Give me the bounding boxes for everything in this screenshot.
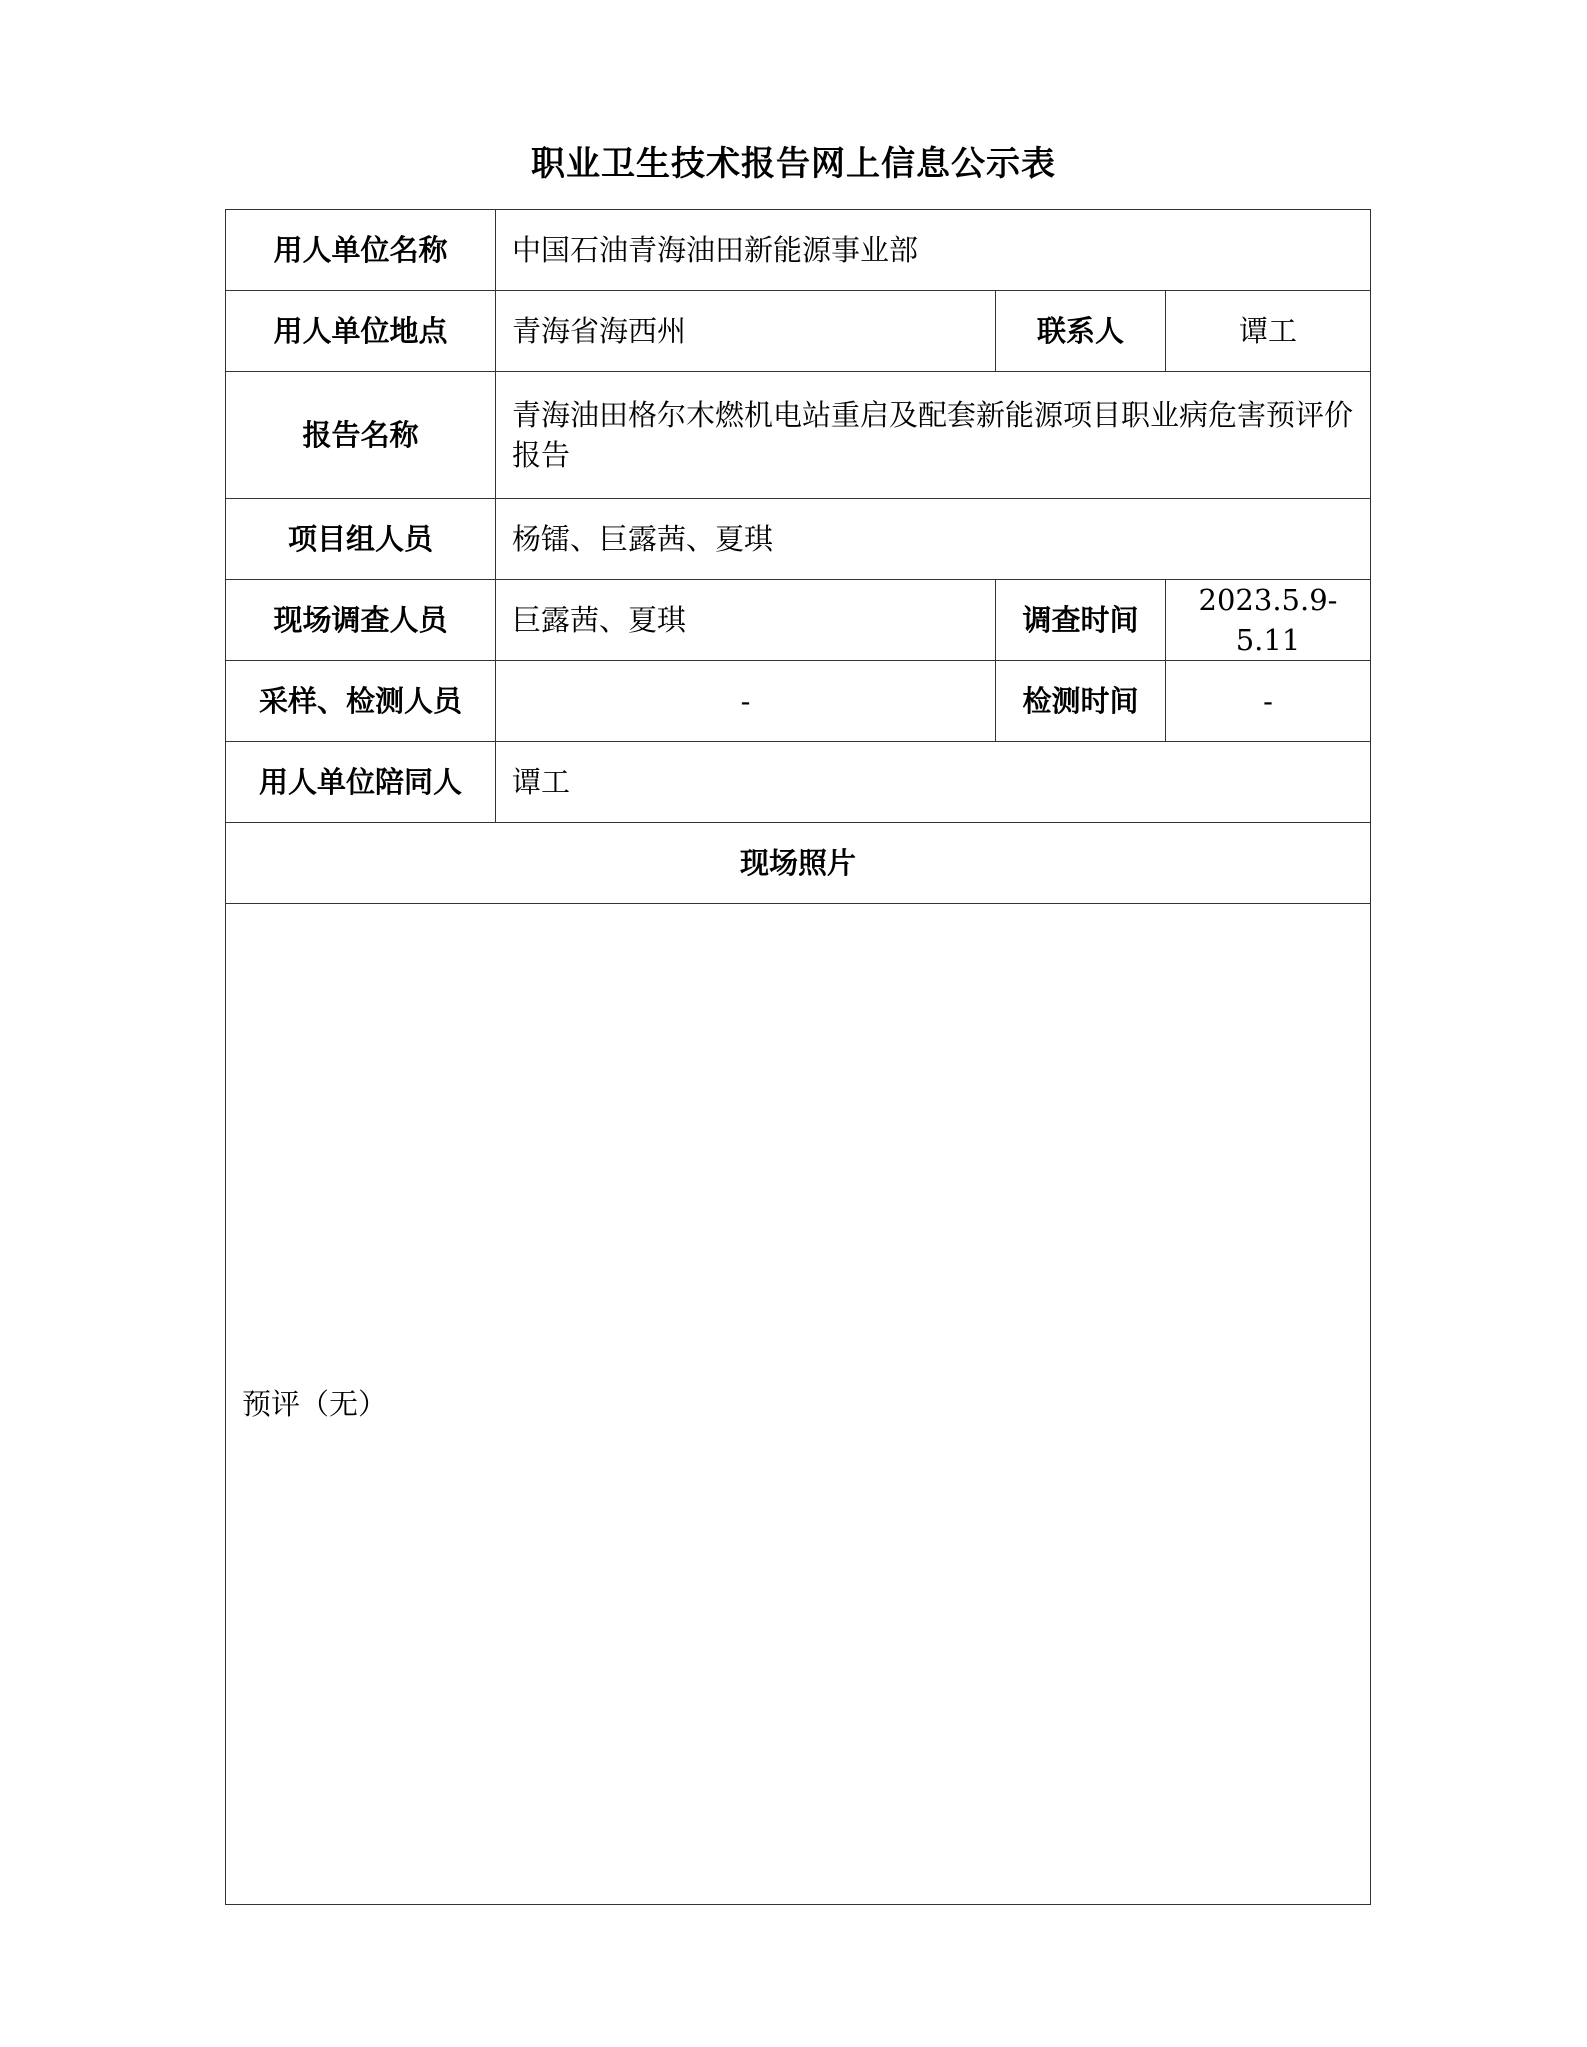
row-sampling [226,661,1371,742]
row-project-team [226,499,1371,580]
disclosure-table [225,209,1371,1905]
site-survey-staff-value: 巨露茜、夏琪 [496,580,996,661]
employer-escort-value: 谭工 [496,742,1371,823]
contact-label: 联系人 [996,291,1166,372]
row-employer-escort [226,742,1371,823]
row-employer-location [226,291,1371,372]
photos-content: 预评（无） [226,904,1371,1905]
report-name-label: 报告名称 [226,372,496,499]
testing-time-value: - [1166,661,1371,742]
project-team-value: 杨镭、巨露茜、夏琪 [496,499,1371,580]
row-photos-header [226,823,1371,904]
employer-escort-label: 用人单位陪同人 [226,742,496,823]
survey-time-value: 2023.5.9-5.11 [1166,580,1371,661]
survey-time-label: 调查时间 [996,580,1166,661]
document-title: 职业卫生技术报告网上信息公示表 [531,144,1056,184]
row-report-name [226,372,1371,499]
employer-name-label: 用人单位名称 [226,210,496,291]
sampling-staff-value: - [496,661,996,742]
row-photos-content [226,904,1371,1905]
project-team-label: 项目组人员 [226,499,496,580]
site-survey-staff-label: 现场调查人员 [226,580,496,661]
sampling-staff-label: 采样、检测人员 [226,661,496,742]
employer-location-value: 青海省海西州 [496,291,996,372]
employer-location-label: 用人单位地点 [226,291,496,372]
row-employer-name [226,210,1371,291]
row-site-survey [226,580,1371,661]
report-name-value: 青海油田格尔木燃机电站重启及配套新能源项目职业病危害预评价报告 [496,372,1371,499]
photos-header: 现场照片 [226,823,1371,904]
contact-value: 谭工 [1166,291,1371,372]
testing-time-label: 检测时间 [996,661,1166,742]
employer-name-value: 中国石油青海油田新能源事业部 [496,210,1371,291]
